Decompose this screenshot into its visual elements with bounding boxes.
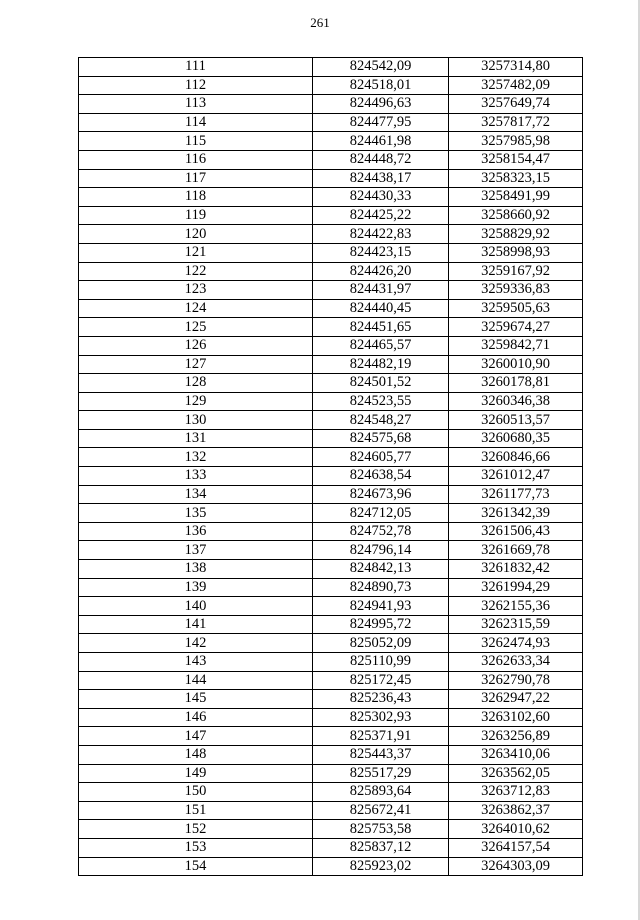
x-coordinate-cell: 824673,96 — [313, 485, 449, 504]
y-coordinate-cell: 3260178,81 — [449, 374, 583, 393]
table-row — [79, 188, 583, 207]
x-coordinate-cell: 825302,93 — [313, 708, 449, 727]
table-row — [79, 727, 583, 746]
y-coordinate-cell: 3262947,22 — [449, 690, 583, 709]
x-coordinate-cell: 824605,77 — [313, 448, 449, 467]
point-number-cell: 128 — [79, 374, 313, 393]
y-coordinate-cell: 3264303,09 — [449, 857, 583, 876]
table-row — [79, 150, 583, 169]
y-coordinate-cell: 3258829,92 — [449, 225, 583, 244]
x-coordinate-cell: 824842,13 — [313, 560, 449, 579]
x-coordinate-cell: 824431,97 — [313, 281, 449, 300]
y-coordinate-cell: 3257314,80 — [449, 58, 583, 77]
y-coordinate-cell: 3263256,89 — [449, 727, 583, 746]
point-number-cell: 117 — [79, 169, 313, 188]
table-row — [79, 299, 583, 318]
y-coordinate-cell: 3259842,71 — [449, 336, 583, 355]
x-coordinate-cell: 825753,58 — [313, 820, 449, 839]
table-row — [79, 392, 583, 411]
y-coordinate-cell: 3257649,74 — [449, 95, 583, 114]
y-coordinate-cell: 3257817,72 — [449, 113, 583, 132]
point-number-cell: 144 — [79, 671, 313, 690]
x-coordinate-cell: 824518,01 — [313, 76, 449, 95]
point-number-cell: 138 — [79, 560, 313, 579]
x-coordinate-cell: 824477,95 — [313, 113, 449, 132]
x-coordinate-cell: 825672,41 — [313, 801, 449, 820]
x-coordinate-cell: 824426,20 — [313, 262, 449, 281]
x-coordinate-cell: 825052,09 — [313, 634, 449, 653]
point-number-cell: 126 — [79, 336, 313, 355]
table-row — [79, 355, 583, 374]
x-coordinate-cell: 824575,68 — [313, 429, 449, 448]
x-coordinate-cell: 824752,78 — [313, 522, 449, 541]
y-coordinate-cell: 3262474,93 — [449, 634, 583, 653]
y-coordinate-cell: 3260346,38 — [449, 392, 583, 411]
y-coordinate-cell: 3259167,92 — [449, 262, 583, 281]
x-coordinate-cell: 824422,83 — [313, 225, 449, 244]
table-row — [79, 318, 583, 337]
table-row — [79, 597, 583, 616]
y-coordinate-cell: 3258323,15 — [449, 169, 583, 188]
x-coordinate-cell: 824523,55 — [313, 392, 449, 411]
point-number-cell: 123 — [79, 281, 313, 300]
point-number-cell: 149 — [79, 764, 313, 783]
point-number-cell: 148 — [79, 745, 313, 764]
table-row — [79, 485, 583, 504]
table-row — [79, 169, 583, 188]
table-row — [79, 504, 583, 523]
y-coordinate-cell: 3261506,43 — [449, 522, 583, 541]
point-number-cell: 153 — [79, 838, 313, 857]
point-number-cell: 136 — [79, 522, 313, 541]
y-coordinate-cell: 3262315,59 — [449, 615, 583, 634]
point-number-cell: 130 — [79, 411, 313, 430]
y-coordinate-cell: 3258154,47 — [449, 150, 583, 169]
table-row — [79, 243, 583, 262]
point-number-cell: 114 — [79, 113, 313, 132]
table-row — [79, 411, 583, 430]
table-row — [79, 820, 583, 839]
table-row — [79, 522, 583, 541]
point-number-cell: 127 — [79, 355, 313, 374]
y-coordinate-cell: 3260513,57 — [449, 411, 583, 430]
table-row — [79, 745, 583, 764]
table-row — [79, 132, 583, 151]
table-row — [79, 281, 583, 300]
x-coordinate-cell: 824941,93 — [313, 597, 449, 616]
y-coordinate-cell: 3258998,93 — [449, 243, 583, 262]
point-number-cell: 113 — [79, 95, 313, 114]
y-coordinate-cell: 3263562,05 — [449, 764, 583, 783]
point-number-cell: 131 — [79, 429, 313, 448]
x-coordinate-cell: 824430,33 — [313, 188, 449, 207]
y-coordinate-cell: 3262155,36 — [449, 597, 583, 616]
page-number: 261 — [310, 15, 330, 30]
table-row — [79, 58, 583, 77]
point-number-cell: 120 — [79, 225, 313, 244]
table-row — [79, 634, 583, 653]
x-coordinate-cell: 824448,72 — [313, 150, 449, 169]
x-coordinate-cell: 825923,02 — [313, 857, 449, 876]
y-coordinate-cell: 3259336,83 — [449, 281, 583, 300]
point-number-cell: 142 — [79, 634, 313, 653]
x-coordinate-cell: 825443,37 — [313, 745, 449, 764]
table-row — [79, 615, 583, 634]
x-coordinate-cell: 825517,29 — [313, 764, 449, 783]
y-coordinate-cell: 3258491,99 — [449, 188, 583, 207]
table-row — [79, 225, 583, 244]
table-row — [79, 541, 583, 560]
table-row — [79, 560, 583, 579]
y-coordinate-cell: 3262790,78 — [449, 671, 583, 690]
point-number-cell: 118 — [79, 188, 313, 207]
x-coordinate-cell: 825837,12 — [313, 838, 449, 857]
x-coordinate-cell: 825172,45 — [313, 671, 449, 690]
y-coordinate-cell: 3263410,06 — [449, 745, 583, 764]
x-coordinate-cell: 824438,17 — [313, 169, 449, 188]
x-coordinate-cell: 824496,63 — [313, 95, 449, 114]
y-coordinate-cell: 3261012,47 — [449, 467, 583, 486]
table-row — [79, 653, 583, 672]
point-number-cell: 141 — [79, 615, 313, 634]
y-coordinate-cell: 3261994,29 — [449, 578, 583, 597]
table-row — [79, 336, 583, 355]
x-coordinate-cell: 824542,09 — [313, 58, 449, 77]
table-row — [79, 429, 583, 448]
table-row — [79, 838, 583, 857]
point-number-cell: 124 — [79, 299, 313, 318]
point-number-cell: 137 — [79, 541, 313, 560]
point-number-cell: 122 — [79, 262, 313, 281]
y-coordinate-cell: 3261832,42 — [449, 560, 583, 579]
point-number-cell: 134 — [79, 485, 313, 504]
point-number-cell: 140 — [79, 597, 313, 616]
x-coordinate-cell: 824461,98 — [313, 132, 449, 151]
point-number-cell: 132 — [79, 448, 313, 467]
table-row — [79, 262, 583, 281]
table-row — [79, 671, 583, 690]
table-row — [79, 206, 583, 225]
table-row — [79, 113, 583, 132]
y-coordinate-cell: 3264157,54 — [449, 838, 583, 857]
x-coordinate-cell: 825236,43 — [313, 690, 449, 709]
point-number-cell: 111 — [79, 58, 313, 77]
x-coordinate-cell: 824425,22 — [313, 206, 449, 225]
x-coordinate-cell: 824482,19 — [313, 355, 449, 374]
y-coordinate-cell: 3260680,35 — [449, 429, 583, 448]
x-coordinate-cell: 824638,54 — [313, 467, 449, 486]
y-coordinate-cell: 3263712,83 — [449, 783, 583, 802]
y-coordinate-cell: 3263102,60 — [449, 708, 583, 727]
table-row — [79, 857, 583, 876]
point-number-cell: 125 — [79, 318, 313, 337]
y-coordinate-cell: 3257985,98 — [449, 132, 583, 151]
y-coordinate-cell: 3259505,63 — [449, 299, 583, 318]
point-number-cell: 154 — [79, 857, 313, 876]
x-coordinate-cell: 825893,64 — [313, 783, 449, 802]
x-coordinate-cell: 825110,99 — [313, 653, 449, 672]
point-number-cell: 116 — [79, 150, 313, 169]
point-number-cell: 139 — [79, 578, 313, 597]
point-number-cell: 133 — [79, 467, 313, 486]
point-number-cell: 147 — [79, 727, 313, 746]
x-coordinate-cell: 824440,45 — [313, 299, 449, 318]
point-number-cell: 129 — [79, 392, 313, 411]
y-coordinate-cell: 3260846,66 — [449, 448, 583, 467]
coordinates-table-body — [79, 58, 583, 876]
x-coordinate-cell: 825371,91 — [313, 727, 449, 746]
y-coordinate-cell: 3261669,78 — [449, 541, 583, 560]
x-coordinate-cell: 824465,57 — [313, 336, 449, 355]
x-coordinate-cell: 824995,72 — [313, 615, 449, 634]
table-row — [79, 783, 583, 802]
y-coordinate-cell: 3257482,09 — [449, 76, 583, 95]
point-number-cell: 121 — [79, 243, 313, 262]
y-coordinate-cell: 3264010,62 — [449, 820, 583, 839]
table-row — [79, 448, 583, 467]
x-coordinate-cell: 824712,05 — [313, 504, 449, 523]
coordinates-table — [78, 57, 583, 876]
table-row — [79, 690, 583, 709]
y-coordinate-cell: 3261342,39 — [449, 504, 583, 523]
table-row — [79, 801, 583, 820]
y-coordinate-cell: 3262633,34 — [449, 653, 583, 672]
table-row — [79, 467, 583, 486]
table-row — [79, 95, 583, 114]
x-coordinate-cell: 824548,27 — [313, 411, 449, 430]
point-number-cell: 145 — [79, 690, 313, 709]
y-coordinate-cell: 3258660,92 — [449, 206, 583, 225]
y-coordinate-cell: 3263862,37 — [449, 801, 583, 820]
x-coordinate-cell: 824890,73 — [313, 578, 449, 597]
point-number-cell: 152 — [79, 820, 313, 839]
table-row — [79, 76, 583, 95]
point-number-cell: 119 — [79, 206, 313, 225]
point-number-cell: 151 — [79, 801, 313, 820]
y-coordinate-cell: 3261177,73 — [449, 485, 583, 504]
x-coordinate-cell: 824501,52 — [313, 374, 449, 393]
x-coordinate-cell: 824451,65 — [313, 318, 449, 337]
table-row — [79, 764, 583, 783]
point-number-cell: 135 — [79, 504, 313, 523]
point-number-cell: 115 — [79, 132, 313, 151]
x-coordinate-cell: 824796,14 — [313, 541, 449, 560]
point-number-cell: 146 — [79, 708, 313, 727]
table-row — [79, 708, 583, 727]
table-row — [79, 374, 583, 393]
y-coordinate-cell: 3259674,27 — [449, 318, 583, 337]
point-number-cell: 112 — [79, 76, 313, 95]
x-coordinate-cell: 824423,15 — [313, 243, 449, 262]
point-number-cell: 143 — [79, 653, 313, 672]
y-coordinate-cell: 3260010,90 — [449, 355, 583, 374]
table-row — [79, 578, 583, 597]
point-number-cell: 150 — [79, 783, 313, 802]
